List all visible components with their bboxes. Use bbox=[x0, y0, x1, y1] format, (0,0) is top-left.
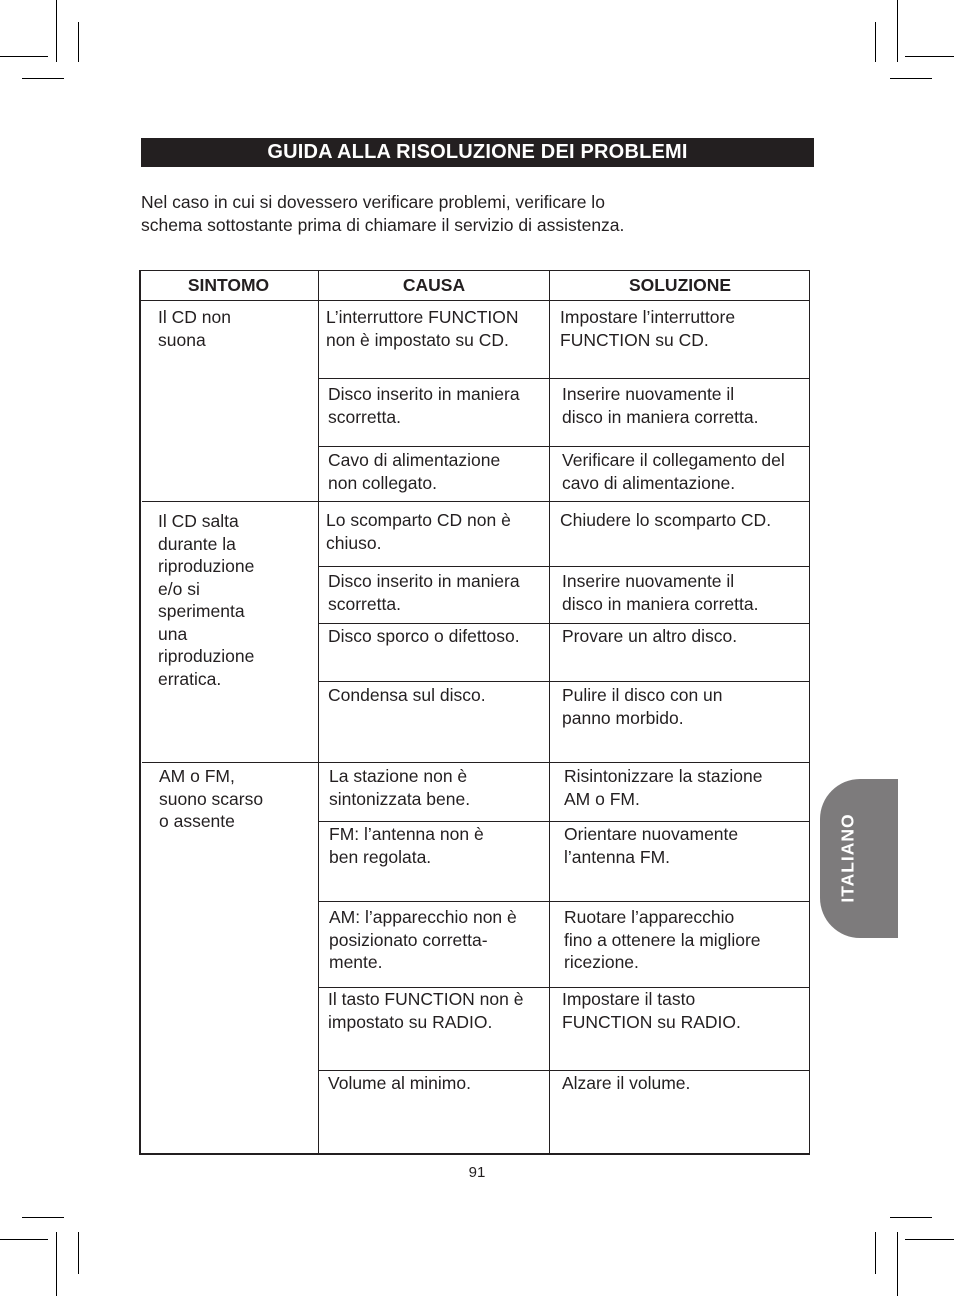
cause-cell bbox=[328, 625, 520, 648]
solution-cell bbox=[562, 988, 741, 1033]
solution-line: ricezione. bbox=[564, 952, 639, 972]
symptom-line: AM o FM, bbox=[159, 766, 235, 786]
row-divider bbox=[319, 446, 810, 447]
solution-line: Verificare il collegamento del bbox=[562, 450, 785, 470]
cause-cell bbox=[328, 684, 486, 707]
crop-mark bbox=[22, 1217, 64, 1218]
language-tab bbox=[820, 779, 898, 938]
solution-line: Impostare l’interruttore bbox=[560, 307, 736, 327]
solution-cell bbox=[564, 765, 762, 810]
crop-mark bbox=[897, 1232, 898, 1296]
solution-line: panno morbido. bbox=[562, 707, 684, 728]
crop-mark bbox=[897, 0, 898, 62]
header-symptom: SINTOMO bbox=[187, 275, 270, 295]
solution-cell bbox=[562, 684, 723, 729]
crop-mark bbox=[875, 22, 876, 62]
cause-cell bbox=[328, 1072, 471, 1095]
cause-line: Disco inserito in maniera bbox=[328, 384, 520, 404]
crop-mark bbox=[22, 78, 64, 79]
symptom-line: durante la bbox=[158, 533, 236, 554]
solution-cell bbox=[564, 823, 738, 868]
page-number: 91 bbox=[468, 1164, 486, 1181]
cause-line: impostato su RADIO. bbox=[328, 1011, 493, 1032]
crop-mark bbox=[875, 1232, 876, 1274]
row-divider bbox=[319, 566, 810, 567]
solution-line: Pulire il disco con un bbox=[562, 685, 723, 705]
column-divider bbox=[318, 270, 319, 1155]
crop-mark bbox=[905, 1239, 954, 1240]
symptom-line: riproduzione bbox=[158, 646, 255, 666]
table-border bbox=[139, 270, 141, 1155]
cause-line: Disco sporco o difettoso. bbox=[328, 626, 520, 646]
cause-cell bbox=[329, 906, 517, 974]
group-divider bbox=[142, 501, 810, 502]
cause-line: non collegato. bbox=[328, 472, 437, 493]
solution-line: AM o FM. bbox=[564, 788, 640, 809]
solution-line: Inserire nuovamente il bbox=[562, 384, 735, 404]
solution-line: FUNCTION su RADIO. bbox=[562, 1011, 741, 1032]
cause-line: Lo scomparto CD non è bbox=[326, 510, 511, 530]
symptom-line: una bbox=[158, 623, 188, 644]
solution-cell bbox=[564, 906, 761, 974]
cause-line: posizionato corretta- bbox=[329, 929, 488, 950]
crop-mark bbox=[890, 78, 932, 79]
cause-cell bbox=[328, 449, 500, 494]
solution-cell bbox=[562, 383, 758, 428]
crop-mark bbox=[78, 1232, 79, 1274]
solution-line: fino a ottenere la migliore bbox=[564, 929, 761, 950]
row-divider bbox=[319, 821, 810, 822]
cause-cell bbox=[329, 765, 470, 810]
crop-mark bbox=[0, 1239, 48, 1240]
symptom-line: Il CD salta bbox=[158, 511, 239, 531]
cause-line: scorretta. bbox=[328, 406, 401, 427]
cause-line: Condensa sul disco. bbox=[328, 685, 486, 705]
row-divider bbox=[319, 681, 810, 682]
cause-line: L’interruttore FUNCTION bbox=[326, 307, 519, 327]
cause-line: non è impostato su CD. bbox=[326, 329, 509, 350]
solution-line: disco in maniera corretta. bbox=[562, 593, 759, 614]
column-divider bbox=[549, 270, 550, 1155]
header-cause: CAUSA bbox=[402, 275, 466, 295]
intro-paragraph bbox=[141, 191, 701, 236]
symptom-line: Il CD non bbox=[158, 307, 231, 327]
row-divider bbox=[319, 901, 810, 902]
cause-line: mente. bbox=[329, 952, 383, 972]
solution-line: cavo di alimentazione. bbox=[562, 472, 736, 493]
crop-mark bbox=[78, 22, 79, 62]
solution-line: Impostare il tasto bbox=[562, 989, 696, 1009]
solution-line: Risintonizzare la stazione bbox=[564, 766, 763, 786]
cause-cell bbox=[328, 383, 520, 428]
cause-line: Volume al minimo. bbox=[328, 1073, 471, 1093]
cause-line: Cavo di alimentazione bbox=[328, 450, 501, 470]
solution-line: FUNCTION su CD. bbox=[560, 329, 709, 350]
crop-mark bbox=[0, 56, 48, 57]
symptom-line: o assente bbox=[159, 811, 235, 831]
table-border bbox=[809, 270, 810, 1155]
symptom-cell bbox=[158, 510, 254, 690]
cause-cell bbox=[329, 823, 484, 868]
symptom-line: e/o si bbox=[158, 578, 200, 599]
group-divider bbox=[142, 762, 810, 763]
language-tab-label: ITALIANO bbox=[837, 813, 858, 903]
solution-cell bbox=[562, 1072, 690, 1095]
intro-line: Nel caso in cui si dovessero verificare problemi, verificare lo bbox=[141, 192, 605, 212]
symptom-line: sperimenta bbox=[158, 601, 245, 621]
cause-cell bbox=[328, 570, 520, 615]
cause-line: AM: l’apparecchio non è bbox=[329, 907, 517, 927]
solution-line: disco in maniera corretta. bbox=[562, 406, 759, 427]
crop-mark bbox=[56, 0, 57, 62]
crop-mark bbox=[905, 56, 954, 57]
crop-mark bbox=[56, 1232, 57, 1296]
page-title: GUIDA ALLA RISOLUZIONE DEI PROBLEMI bbox=[141, 138, 814, 167]
troubleshooting-table bbox=[139, 270, 810, 1155]
crop-mark bbox=[890, 1217, 932, 1218]
solution-line: Chiudere lo scomparto CD. bbox=[560, 510, 772, 530]
cause-cell bbox=[328, 988, 523, 1033]
solution-line: l’antenna FM. bbox=[564, 846, 671, 867]
solution-line: Inserire nuovamente il bbox=[562, 571, 735, 591]
cause-line: sintonizzata bene. bbox=[329, 788, 471, 809]
solution-line: Alzare il volume. bbox=[562, 1073, 691, 1093]
cause-line: scorretta. bbox=[328, 593, 401, 614]
cause-cell bbox=[326, 509, 511, 554]
cause-line: FM: l’antenna non è bbox=[329, 824, 484, 844]
solution-cell bbox=[562, 625, 737, 648]
solution-line: Ruotare l’apparecchio bbox=[564, 907, 735, 927]
cause-line: chiuso. bbox=[326, 532, 382, 553]
row-divider bbox=[319, 1070, 810, 1071]
solution-cell bbox=[560, 306, 735, 351]
solution-cell bbox=[562, 570, 758, 615]
cause-line: ben regolata. bbox=[329, 846, 432, 867]
solution-cell bbox=[560, 509, 771, 532]
table-border bbox=[139, 1153, 810, 1155]
symptom-cell bbox=[159, 765, 263, 833]
symptom-line: riproduzione bbox=[158, 556, 255, 576]
solution-line: Provare un altro disco. bbox=[562, 626, 738, 646]
row-divider bbox=[319, 378, 810, 379]
intro-line: schema sottostante prima di chiamare il servizio di assistenza. bbox=[141, 214, 625, 235]
table-border bbox=[139, 270, 810, 271]
header-divider bbox=[139, 300, 810, 301]
symptom-line: suono scarso bbox=[159, 788, 264, 809]
cause-line: La stazione non è bbox=[329, 766, 468, 786]
symptom-line: suona bbox=[158, 329, 206, 350]
row-divider bbox=[319, 623, 810, 624]
solution-line: Orientare nuovamente bbox=[564, 824, 739, 844]
symptom-line: erratica. bbox=[158, 668, 222, 689]
symptom-cell bbox=[158, 306, 231, 351]
cause-line: Il tasto FUNCTION non è bbox=[328, 989, 524, 1009]
solution-cell bbox=[562, 449, 785, 494]
cause-cell bbox=[326, 306, 519, 351]
header-solution: SOLUZIONE bbox=[628, 275, 732, 295]
cause-line: Disco inserito in maniera bbox=[328, 571, 520, 591]
